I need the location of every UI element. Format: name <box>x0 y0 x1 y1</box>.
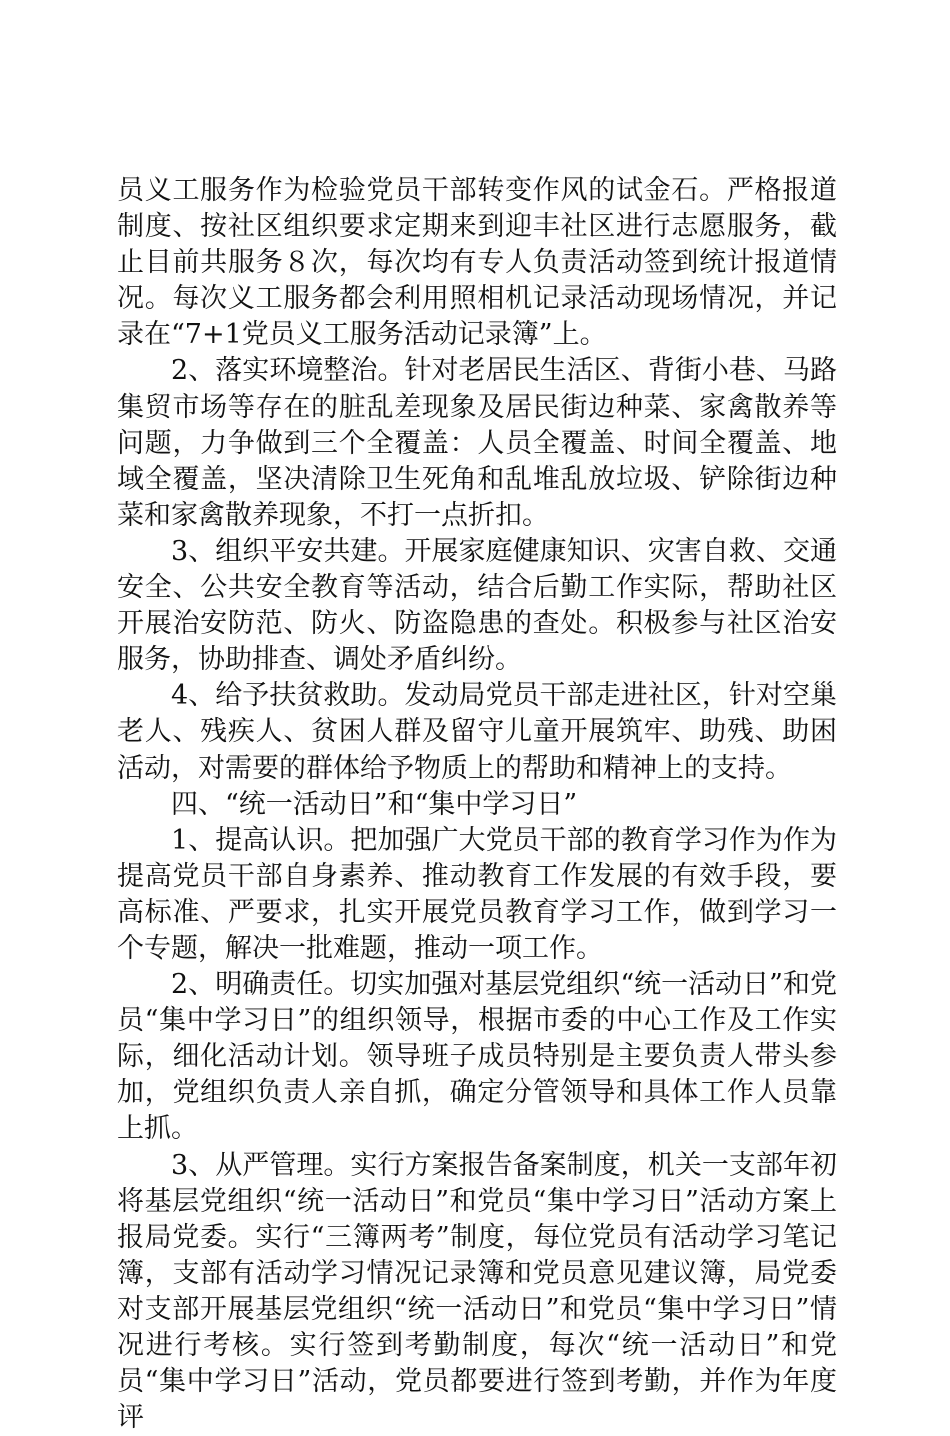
paragraph-strict-management: 3、从严管理。实行方案报告备案制度，机关一支部年初将基层党组织“统一活动日”和党员“集中学习日”活动方案上报局党委。实行“三簿两考”制度，每位党员有活动学习笔记簿，支部有活动学习情况记录簿和党员意见建议簿，局党委对支部开展基层党组织“统一活动日”和党员“集中学习日”情况进行考核。实行签到考勤制度，每次“统一活动日”和党员“集中学习日”活动，党员都要进行签到考勤，并作为年度评 <box>117 1149 837 1434</box>
paragraph-environment-rectification: 2、落实环境整治。针对老居民生活区、背街小巷、马路集贸市场等存在的脏乱差现象及居民街边种菜、家禽散养等问题，力争做到三个全覆盖：人员全覆盖、时间全覆盖、地域全覆盖，坚决清除卫生死角和乱堆乱放垃圾、铲除街边种菜和家禽散养现象，不打一点折扣。 <box>117 355 837 531</box>
paragraph-safety-co-construction: 3、组织平安共建。开展家庭健康知识、灾害自救、交通安全、公共安全教育等活动，结合后勤工作实际，帮助社区开展治安防范、防火、防盗隐患的查处。积极参与社区治安服务，协助排查、调处矛盾纠纷。 <box>117 535 837 676</box>
section-heading-four: 四、“统一活动日”和“集中学习日” <box>171 788 578 820</box>
paragraph-poverty-relief: 4、给予扶贫救助。发动局党员干部走进社区，针对空巢老人、残疾人、贫困人群及留守儿童开展筑牢、助残、助困活动，对需要的群体给予物质上的帮助和精神上的支持。 <box>117 680 837 784</box>
paragraph-clarify-responsibility: 2、明确责任。切实加强对基层党组织“统一活动日”和党员“集中学习日”的组织领导，根据市委的中心工作及工作实际，细化活动计划。领导班子成员特别是主要负责人带头参加，党组织负责人亲自抓，确定分管领导和具体工作人员靠上抓。 <box>117 969 837 1145</box>
paragraph-raise-awareness: 1、提高认识。把加强广大党员干部的教育学习作为作为提高党员干部自身素养、推动教育工作发展的有效手段，要高标准、严要求，扎实开展党员教育学习工作，做到学习一个专题，解决一批难题，推动一项工作。 <box>117 824 837 964</box>
document-body <box>117 173 837 1436</box>
paragraph-volunteer-service: 员义工服务作为检验党员干部转变作风的试金石。严格报道制度、按社区组织要求定期来到迎丰社区进行志愿服务，截止目前共服务８次，每次均有专人负责活动签到统计报道情况。每次义工服务都会利用照相机记录活动现场情况，并记录在“7+1党员义工服务活动记录簿”上。 <box>117 175 837 351</box>
